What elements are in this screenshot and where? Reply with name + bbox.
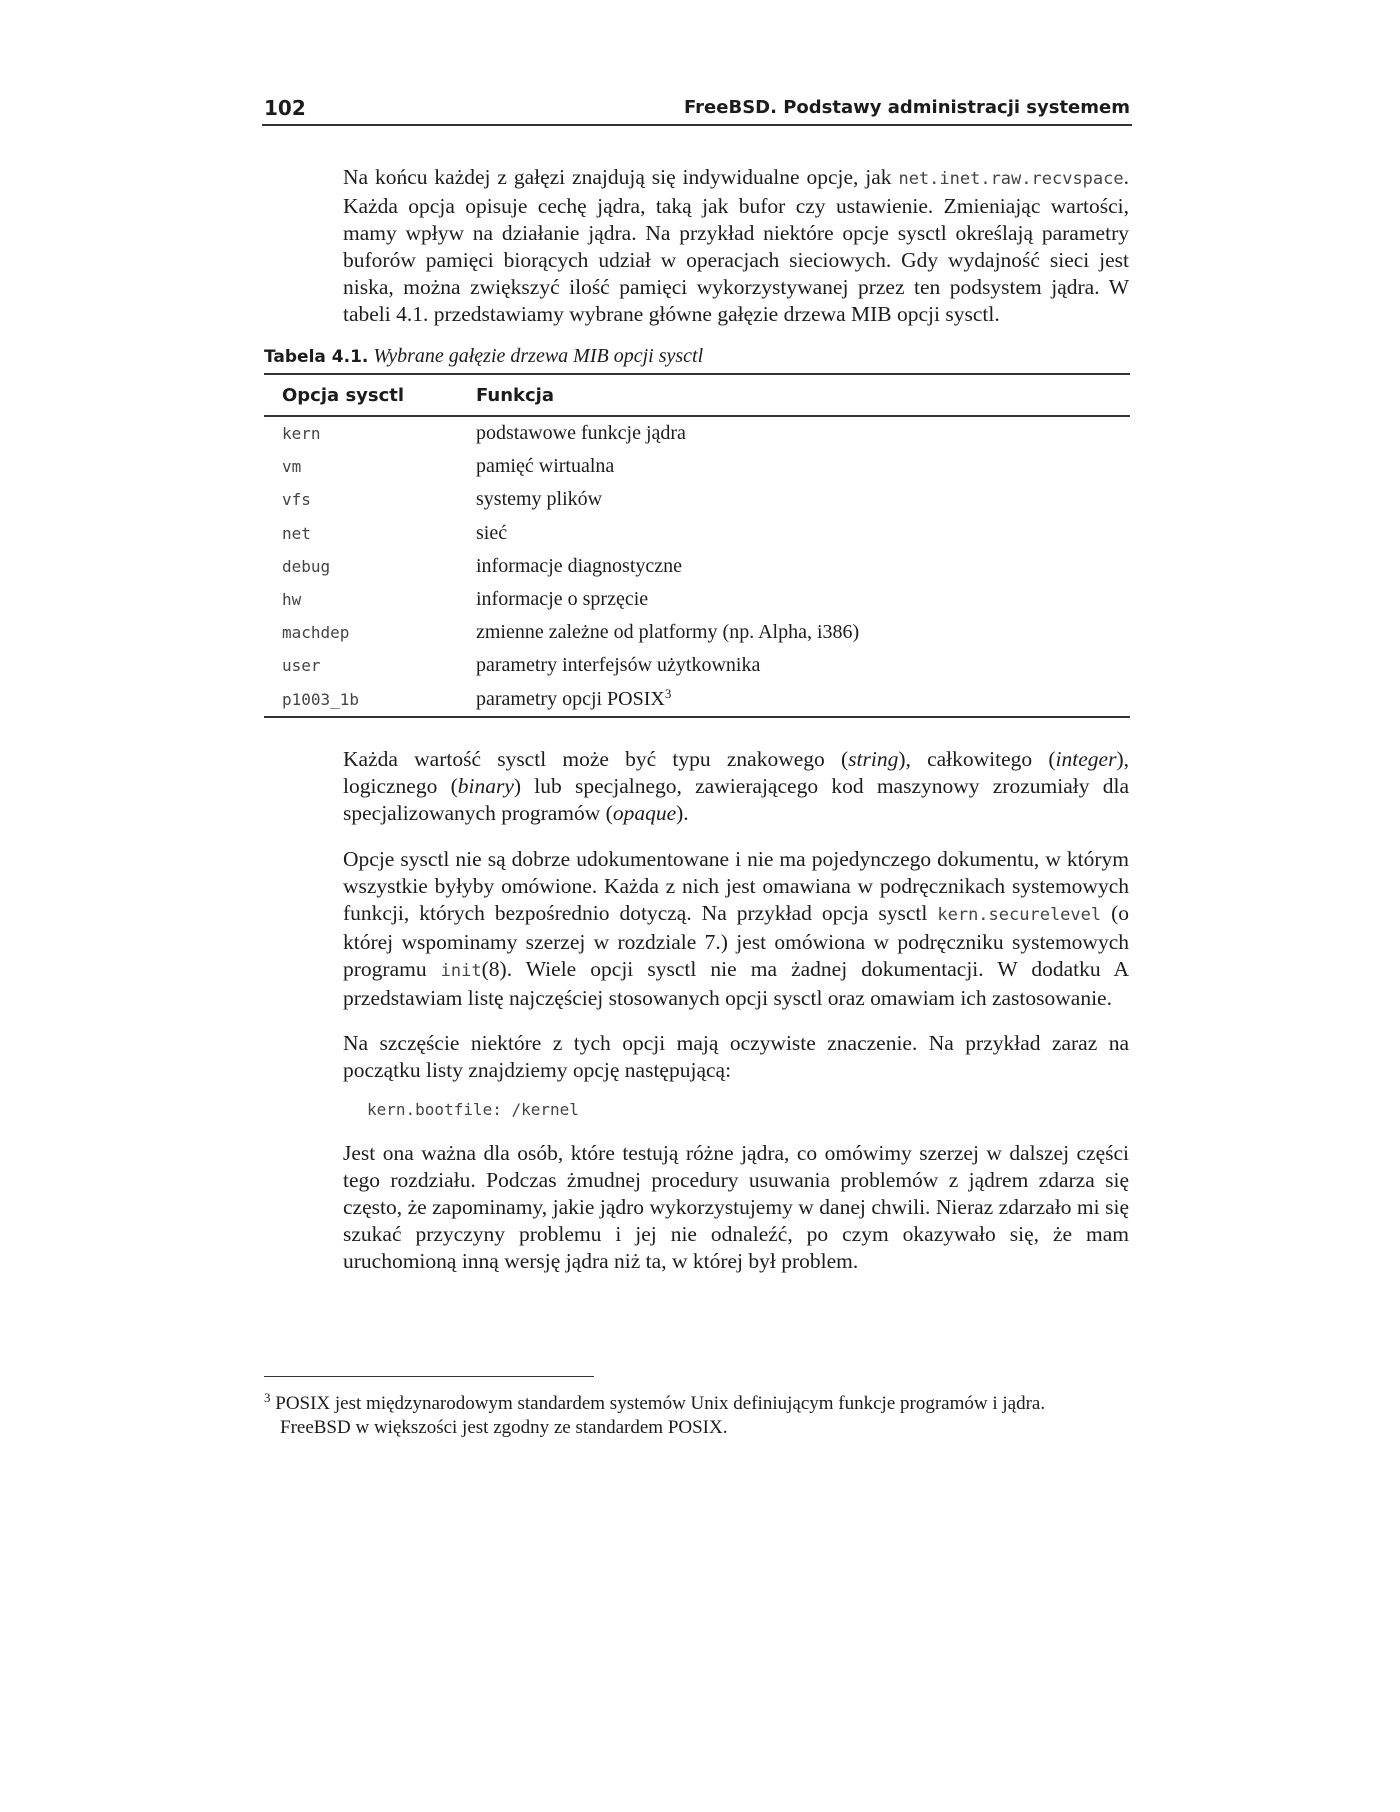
paragraph-obvious: Na szczęście niektóre z tych opcji mają oczywiste znaczenie. Na przykład zaraz na początku listy znajdziemy opcję następującą: (343, 1031, 1129, 1082)
table-header-row (264, 374, 1130, 416)
column-header: Opcja sysctl (264, 374, 476, 416)
table-row (264, 416, 1130, 450)
caption-text: Wybrane gałęzie drzewa MIB opcji sysctl (373, 345, 704, 367)
table-row (264, 450, 1130, 483)
function-cell: parametry interfejsów użytkownika (476, 654, 761, 677)
page-number: 102 (264, 96, 306, 120)
function-cell: podstawowe funkcje jądra (476, 422, 686, 445)
option-cell: kern (282, 424, 321, 444)
table-row (264, 517, 1130, 550)
table-caption (264, 345, 703, 368)
option-cell: machdep (282, 623, 350, 643)
running-title: FreeBSD. Podstawy administracji systemem (684, 97, 1130, 118)
inline-code: kern.securelevel (937, 905, 1102, 925)
column-header: Funkcja (476, 374, 1130, 416)
footnote: $^3$ POSIX jest międzynarodowym standardem systemów Unix definiującym funkcje programów i jądra. FreeBSD w większości jest zgodny ze standardem POSIX. (264, 1390, 1046, 1438)
table-row (264, 583, 1130, 616)
function-cell: pamięć wirtualna (476, 455, 615, 478)
function-cell: informacje o sprzęcie (476, 588, 649, 611)
caption-label: Tabela 4.1. (264, 347, 369, 367)
function-cell: informacje diagnostyczne (476, 554, 683, 577)
paragraph-intro: Na końcu każdej z gałęzi znajdują się indywidualne opcje, jak net.inet.raw.recvspace. Każda opcja opisuje cechę jądra, taką jak bufor czy ustawienie. Zmieniając wartości, mamy wpływ na działanie jądra. Na przykład niektóre opcje sysctl określają parametry buforów pamięci biorących udział w operacjach sieciowych. Gdy wydajność sieci jest niska, można zwiększyć ilość pamięci wykorzystywanej przez ten podsystem jądra. W tabeli 4.1. przedstawiamy wybrane główne gałęzie drzewa MIB opcji sysctl. (343, 165, 1129, 326)
code-example: kern.bootfile: /kernel (367, 1100, 579, 1119)
option-cell: hw (282, 590, 302, 610)
paragraph-types: Każda wartość sysctl może być typu znakowego (string), całkowitego (integer), logicznego (binary) lub specjalnego, zawierającego kod maszynowy zrozumiały dla specjalizowanych programów (opaque). (343, 747, 1129, 825)
running-header (262, 94, 1132, 126)
table-row (264, 649, 1130, 682)
footnote-ref: 3 (664, 685, 672, 701)
option-cell: p1003_1b (264, 683, 476, 717)
inline-code: init (440, 961, 482, 981)
function-cell: parametry opcji POSIX$^3$ (476, 683, 1130, 717)
option-cell: vm (282, 457, 302, 477)
option-cell: net (282, 523, 311, 543)
function-cell: systemy plików (476, 488, 603, 511)
function-cell: zmienne zależne od platformy (np. Alpha, i386) (476, 621, 860, 644)
footnote-separator (264, 1376, 594, 1377)
function-cell: sieć (476, 521, 508, 544)
table-row (264, 683, 1130, 717)
table-row (264, 550, 1130, 583)
footnote-number: 3 (264, 1390, 271, 1405)
paragraph-bootfile: Jest ona ważna dla osób, które testują różne jądra, co omówimy szerzej w dalszej części tego rozdziału. Podczas żmudnej procedury usuwania problemów z jądrem zdarza się często, że zapominamy, jakie jądro wykorzystujemy w danej chwili. Nieraz zdarzało mi się szukać przyczyny problemu i jej nie odnaleźć, po czym okazywało się, że mam uruchomioną inną wersję jądra niż ta, w której był problem. (343, 1141, 1129, 1273)
paragraph-documentation: Opcje sysctl nie są dobrze udokumentowane i nie ma pojedynczego dokumentu, w którym wszystkie byłyby omówione. Każda z nich jest omawiana w podręcznikach systemowych funkcji, których bezpośrednio dotyczą. Na przykład opcja sysctl kern.securelevel (o której wspominamy szerzej w rozdziale 7.) jest omówiona w podręczniku systemowych programu init(8). Wiele opcji sysctl nie ma żadnej dokumentacji. W dodatku A przedstawiam listę najczęściej stosowanych opcji sysctl oraz omawiam ich zastosowanie. (343, 847, 1129, 1010)
table-row (264, 616, 1130, 649)
table-row (264, 483, 1130, 516)
sysctl-table (264, 373, 1130, 718)
option-cell: debug (282, 556, 331, 576)
option-cell: user (282, 656, 321, 676)
inline-code: net.inet.raw.recvspace (898, 169, 1124, 189)
option-cell: vfs (282, 490, 311, 510)
